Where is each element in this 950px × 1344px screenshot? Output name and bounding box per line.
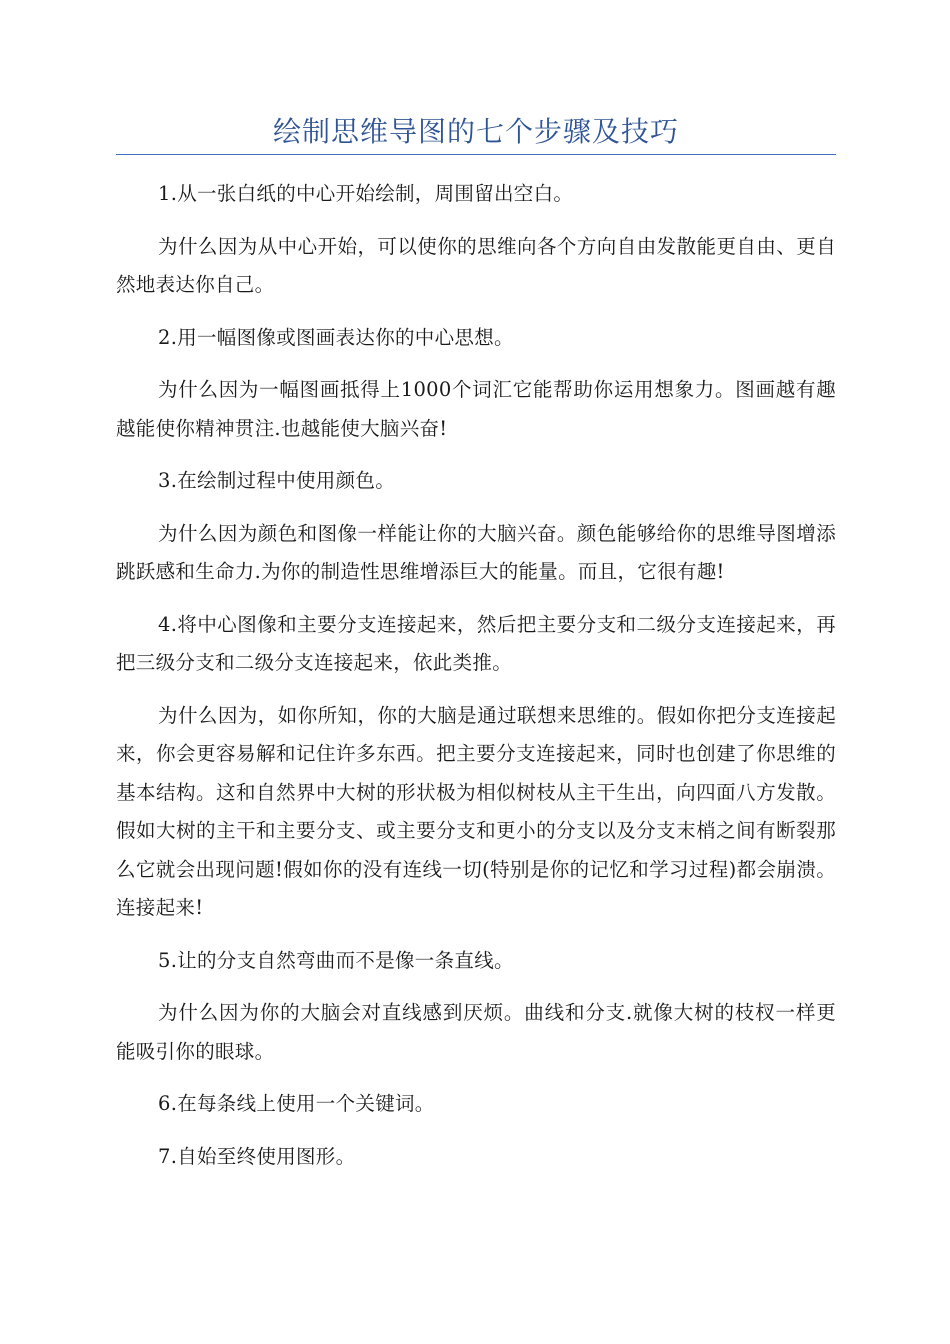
step-3-explanation: 为什么因为颜色和图像一样能让你的大脑兴奋。颜色能够给你的思维导图增添跳跃感和生命力.为你的制造性思维增添巨大的能量。而且，它很有趣! (116, 521, 836, 583)
step-2-heading: 2.用一幅图像或图画表达你的中心思想。 (158, 325, 514, 349)
step-4-heading: 4.将中心图像和主要分支连接起来，然后把主要分支和二级分支连接起来，再把三级分支和二级分支连接起来，依此类推。 (116, 612, 836, 674)
step-4-explanation: 为什么因为，如你所知，你的大脑是通过联想来思维的。假如你把分支连接起来，你会更容易解和记住许多东西。把主要分支连接起来，同时也创建了你思维的基本结构。这和自然界中大树的形状极为相似树枝从主干生出，向四面八方发散。假如大树的主干和主要分支、或主要分支和更小的分支以及分支末梢之间有断裂那么它就会出现问题!假如你的没有连线一切(特别是你的记忆和学习过程)都会崩溃。连接起来! (116, 703, 836, 919)
document-page (116, 112, 836, 1190)
step-7-heading: 7.自始至终使用图形。 (158, 1144, 356, 1168)
step-5-explanation: 为什么因为你的大脑会对直线感到厌烦。曲线和分支.就像大树的枝杈一样更能吸引你的眼球。 (116, 1001, 836, 1063)
step-6-heading: 6.在每条线上使用一个关键词。 (158, 1092, 435, 1115)
title-divider (116, 154, 836, 155)
step-1-explanation: 为什么因为从中心开始，可以使你的思维向各个方向自由发散能更自由、更自然地表达你自己。 (116, 234, 836, 296)
document-title: 绘制思维导图的七个步骤及技巧 (272, 115, 679, 148)
step-2-explanation: 为什么因为一幅图画抵得上1000个词汇它能帮助你运用想象力。图画越有趣越能使你精神贯注.也越能使大脑兴奋! (116, 378, 836, 440)
step-1-heading: 1.从一张白纸的中心开始绘制，周围留出空白。 (158, 182, 574, 205)
step-3-heading: 3.在绘制过程中使用颜色。 (158, 469, 396, 492)
step-5-heading: 5.让的分支自然弯曲而不是像一条直线。 (158, 948, 514, 972)
